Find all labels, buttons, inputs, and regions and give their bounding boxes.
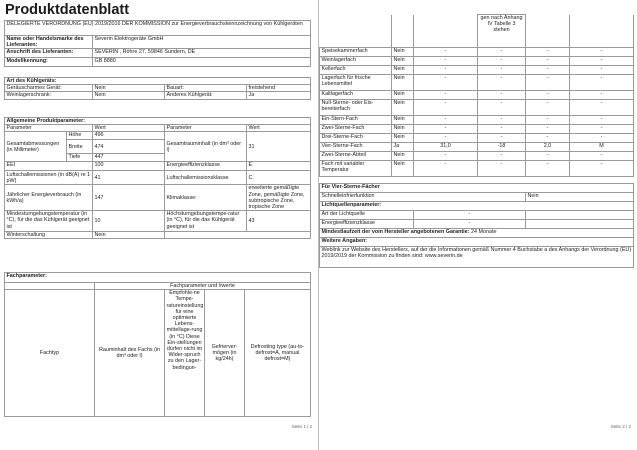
light-class-value: - bbox=[414, 220, 526, 229]
table-appliance-type bbox=[4, 77, 311, 100]
col-value-1: Wert bbox=[93, 125, 165, 132]
row-defrost: - bbox=[570, 75, 634, 91]
row-temp: - bbox=[478, 161, 526, 177]
page-title: Produktdatenblatt bbox=[5, 2, 130, 18]
row-present: Nein bbox=[392, 75, 414, 91]
row-type: Ein-Stern-Fach bbox=[320, 116, 392, 125]
low-noise-label: Geräuscharmes Gerät: bbox=[5, 85, 93, 92]
address-label: Anschrift des Lieferanten: bbox=[5, 49, 93, 58]
low-noise-value: Nein bbox=[93, 85, 165, 92]
depth-label: Tiefe bbox=[67, 154, 93, 162]
row-present: Nein bbox=[392, 100, 414, 116]
table-header-info bbox=[4, 20, 311, 67]
min-temp-label: Mindestumgebungstemperatur (in °C), für die das Kühlgerät geeignet ist bbox=[5, 211, 93, 232]
row-freeze: - bbox=[526, 161, 570, 177]
row-freeze: - bbox=[526, 48, 570, 57]
eei-label: EEI bbox=[5, 162, 93, 171]
noise-class-label: Luftschallemissionsklasse bbox=[165, 171, 247, 185]
eei-value: 100 bbox=[93, 162, 165, 171]
row-volume: - bbox=[414, 48, 478, 57]
row-freeze: - bbox=[526, 152, 570, 161]
col-param-2: Parameter bbox=[165, 125, 247, 132]
light-class-label: Energieeffizienzklasse bbox=[320, 220, 414, 229]
row-present: Nein bbox=[392, 134, 414, 143]
climate-value: erweiterte gemäßigte Zone, gemäßigte Zone, subtropische Zone, tropische Zone bbox=[247, 185, 311, 211]
row-type: Lagerfach für frische Lebensmittel bbox=[320, 75, 392, 91]
row-defrost: - bbox=[570, 48, 634, 57]
min-temp-value: 10 bbox=[93, 211, 165, 232]
height-label: Höhe bbox=[67, 132, 93, 140]
annual-value: 147 bbox=[93, 185, 165, 211]
winter-blank bbox=[165, 232, 311, 239]
row-temp: - bbox=[478, 57, 526, 66]
light-heading: Lichtquellenparameter: bbox=[320, 202, 634, 211]
row-temp: -18 bbox=[478, 143, 526, 152]
regulation-text: DELEGIERTE VERORDNUNG (EU) 2019/2016 DER KOMMISSION zur Energieverbrauchskennzeichnung von Kühlgeräten bbox=[5, 21, 311, 36]
depth-value: 447 bbox=[93, 154, 165, 162]
row-freeze: - bbox=[526, 100, 570, 116]
row-present: Nein bbox=[392, 152, 414, 161]
col-temp: Empfohle-ne Tempe-ratureinstellung für eine optimierte Lebens-mittellage-rung (in °C) Diese Ein-stellungen dürfen nicht im Wider-spruch zu den Lager-bedingun- bbox=[165, 290, 205, 417]
row-type: Speisekammerfach bbox=[320, 48, 392, 57]
row-present: Nein bbox=[392, 57, 414, 66]
wine-label: Weinlagerschrank: bbox=[5, 92, 93, 99]
row-volume: 31,0 bbox=[414, 143, 478, 152]
fast-freeze-label: Schnelleinfrierfunktion bbox=[320, 193, 526, 202]
row-volume: - bbox=[414, 134, 478, 143]
annual-label: Jährlicher Energieverbrauch (in kWh/a) bbox=[5, 185, 93, 211]
page-number: Seite 1 / 2 bbox=[291, 424, 312, 429]
row-freeze: - bbox=[526, 125, 570, 134]
row-type: Drei-Sterne-Fach bbox=[320, 134, 392, 143]
row-freeze: - bbox=[526, 66, 570, 75]
warranty-value: 24 Monate bbox=[470, 229, 497, 235]
fast-freeze-value: Nein bbox=[526, 193, 634, 202]
row-freeze: - bbox=[526, 134, 570, 143]
row-volume: - bbox=[414, 57, 478, 66]
row-defrost: - bbox=[570, 116, 634, 125]
row-defrost: - bbox=[570, 125, 634, 134]
wine-value: Nein bbox=[93, 92, 165, 99]
row-defrost: - bbox=[570, 100, 634, 116]
max-temp-label: Höchstumgebungstempe-ratur (in °C), für die das Kühlgerät geeignet ist bbox=[165, 211, 247, 232]
row-type: Kellerfach bbox=[320, 66, 392, 75]
row-temp: - bbox=[478, 66, 526, 75]
general-heading: Allgemeine Produktparameter: bbox=[5, 118, 311, 125]
row-freeze: - bbox=[526, 116, 570, 125]
col-value-2: Wert bbox=[247, 125, 311, 132]
row-type: Null-Sterne- oder Eis-bereiterfach bbox=[320, 100, 392, 116]
row-temp: - bbox=[478, 125, 526, 134]
appliance-type-heading: Art des Kühlgeräts: bbox=[5, 78, 311, 85]
row-defrost: - bbox=[570, 66, 634, 75]
compartment-group-header: Fachparameter und #werte bbox=[95, 283, 311, 290]
col-volume: Rauminhalt des Fachs (in dm³ oder l) bbox=[95, 290, 165, 417]
row-temp: - bbox=[478, 134, 526, 143]
row-temp: - bbox=[478, 91, 526, 100]
row-defrost: - bbox=[570, 161, 634, 177]
table-general-params bbox=[4, 117, 311, 239]
address-value: SEVERIN , Röhre 27, 59846 Sundern, DE bbox=[93, 49, 311, 58]
warranty-row bbox=[320, 229, 634, 238]
other-label: Anderes Kühlgerät: bbox=[165, 92, 247, 99]
volume-label: Gesamtrauminhalt (in dm³ oder l) bbox=[165, 132, 247, 162]
row-freeze: 2,0 bbox=[526, 143, 570, 152]
page-2 bbox=[319, 0, 637, 450]
row-volume: - bbox=[414, 100, 478, 116]
compartment-heading: Fachparameter: bbox=[5, 273, 311, 283]
row-defrost: - bbox=[570, 152, 634, 161]
supplier-label: Name oder Handelsmarke des Lieferanten: bbox=[5, 36, 93, 49]
col-freeze: Gefrierver-mögen (in kg/24h) bbox=[205, 290, 245, 417]
row-temp: - bbox=[478, 48, 526, 57]
row-volume: - bbox=[414, 125, 478, 134]
supplier-value: Severin Elektrogeräte GmbH bbox=[93, 36, 311, 49]
width-value: 474 bbox=[93, 140, 165, 154]
four-star-heading: Für Vier-Sterne-Fächer bbox=[320, 184, 634, 193]
model-label: Modellkennung: bbox=[5, 58, 93, 67]
row-present: Nein bbox=[392, 48, 414, 57]
page-1 bbox=[0, 0, 318, 450]
row-present: Ja bbox=[392, 143, 414, 152]
light-type-label: Art der Lichtquelle bbox=[320, 211, 414, 220]
row-volume: - bbox=[414, 75, 478, 91]
dims-label: Gesamtabmessungen (in Millimeter) bbox=[5, 132, 67, 162]
row-defrost: M bbox=[570, 143, 634, 152]
row-type: Vier-Sterne-Fach bbox=[320, 143, 392, 152]
light-type-value: - bbox=[414, 211, 526, 220]
row-volume: - bbox=[414, 66, 478, 75]
row-defrost: - bbox=[570, 57, 634, 66]
col-defrost: Defrosting type (au-to-defrost=A, manual defrost=M) bbox=[245, 290, 311, 417]
volume-value: 31 bbox=[247, 132, 311, 162]
noise-label: Luftschallemissionen (in dB(A) re 1 pW) bbox=[5, 171, 93, 185]
row-present: Nein bbox=[392, 116, 414, 125]
row-volume: - bbox=[414, 116, 478, 125]
row-type: Zwei-Sterne-Fach bbox=[320, 125, 392, 134]
continuation-header: gen nach Anhang IV Tabelle 3 stehen bbox=[478, 15, 526, 48]
height-value: 496 bbox=[93, 132, 165, 140]
row-freeze: - bbox=[526, 75, 570, 91]
row-type: Kaltlagerfach bbox=[320, 91, 392, 100]
class-value: E bbox=[247, 162, 311, 171]
col-type: Fachtyp bbox=[5, 290, 95, 417]
row-type: Fach mit variabler Temperatur bbox=[320, 161, 392, 177]
further-text: Weblink zur Website des Herstellers, auf der die Informationen gemäß Nummer 4 Buchstabe a des Anhangs der Verordnung (EU) 2019/2019 der Kommission zu finden sind: www.severin.de bbox=[320, 247, 634, 268]
width-label: Breite bbox=[67, 140, 93, 154]
row-freeze: - bbox=[526, 91, 570, 100]
noise-value: 41 bbox=[93, 171, 165, 185]
row-present: Nein bbox=[392, 66, 414, 75]
winter-label: Winterschaltung bbox=[5, 232, 93, 239]
table-compartment-rows bbox=[319, 14, 634, 177]
warranty-label: Mindestlaufzeit der vom Hersteller angebotenen Garantie: bbox=[321, 229, 470, 235]
row-defrost: - bbox=[570, 134, 634, 143]
row-volume: - bbox=[414, 91, 478, 100]
row-type: Zwei-Sterne-Abteil bbox=[320, 152, 392, 161]
row-present: Nein bbox=[392, 161, 414, 177]
row-type: Weinlagerfach bbox=[320, 57, 392, 66]
design-value: freistehend bbox=[247, 85, 311, 92]
table-extra-params bbox=[319, 183, 634, 268]
row-volume: - bbox=[414, 152, 478, 161]
row-temp: - bbox=[478, 116, 526, 125]
design-label: Bauart: bbox=[165, 85, 247, 92]
col-param-1: Parameter bbox=[5, 125, 93, 132]
row-temp: - bbox=[478, 152, 526, 161]
row-defrost: - bbox=[570, 91, 634, 100]
row-freeze: - bbox=[526, 57, 570, 66]
row-present: Nein bbox=[392, 125, 414, 134]
page-number: Seite 2 / 2 bbox=[610, 424, 631, 429]
other-value: Ja bbox=[247, 92, 311, 99]
table-compartment-params bbox=[4, 272, 311, 417]
max-temp-value: 43 bbox=[247, 211, 311, 232]
row-volume: - bbox=[414, 161, 478, 177]
further-heading: Weitere Angaben: bbox=[320, 238, 634, 247]
row-present: Nein bbox=[392, 91, 414, 100]
row-temp: - bbox=[478, 100, 526, 116]
class-label: Energieeffizienzklasse bbox=[165, 162, 247, 171]
model-value: GB 8880 bbox=[93, 58, 311, 67]
winter-value: Nein bbox=[93, 232, 165, 239]
noise-class-value: C bbox=[247, 171, 311, 185]
climate-label: Klimaklasse: bbox=[165, 185, 247, 211]
row-temp: - bbox=[478, 75, 526, 91]
